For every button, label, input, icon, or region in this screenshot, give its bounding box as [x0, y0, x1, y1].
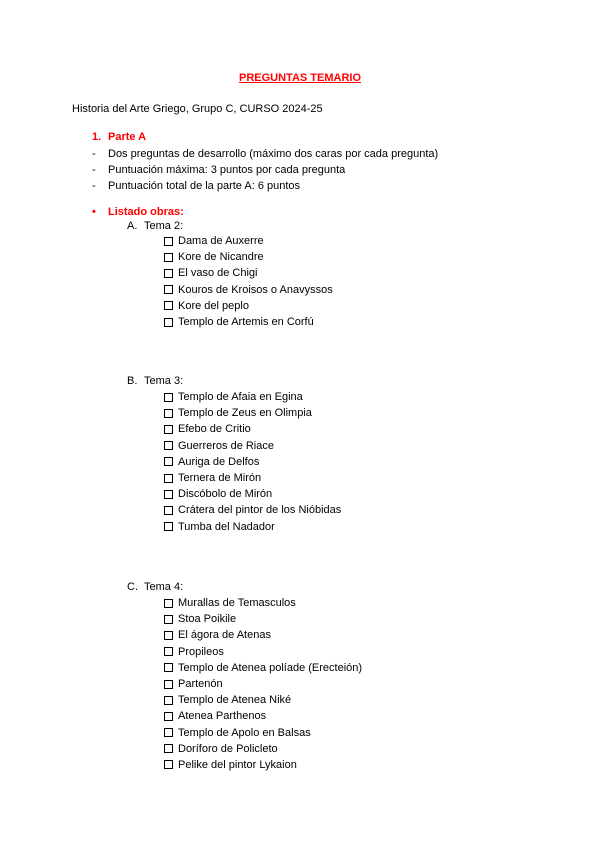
list-item: - Dos preguntas de desarrollo (máximo dos caras por cada pregunta): [92, 146, 438, 162]
tema-label: Tema 4:: [144, 581, 184, 593]
tema-3-works: [164, 389, 341, 535]
list-item: [164, 519, 341, 535]
checkbox[interactable]: [164, 285, 173, 294]
work-label: Dama de Auxerre: [178, 235, 264, 247]
part-a-heading: [92, 131, 146, 143]
document-title: PREGUNTAS TEMARIO: [238, 72, 362, 84]
checkbox[interactable]: [164, 393, 173, 402]
tema-2-works: [164, 233, 333, 330]
list-item: [164, 421, 341, 437]
tema-letter: A.: [127, 220, 138, 232]
list-item: [164, 389, 341, 405]
list-item: [164, 595, 362, 611]
bullet-icon: •: [92, 206, 96, 218]
work-label: Discóbolo de Mirón: [178, 488, 273, 501]
work-label: Kouros de Kroisos o Anavyssos: [178, 283, 333, 296]
work-label: Templo de Zeus en Olimpia: [178, 407, 312, 420]
work-label: Efebo de Critio: [178, 423, 251, 436]
checkbox[interactable]: [164, 760, 173, 769]
list-item: [164, 405, 341, 421]
work-label: Kore del peplo: [178, 299, 249, 312]
part-a-list: [92, 146, 438, 194]
work-label: Stoa Poikile: [178, 613, 237, 626]
work-label: Templo de Atenea políade (Erecteión): [178, 661, 363, 674]
list-item: [164, 708, 362, 724]
checkbox[interactable]: [164, 680, 173, 689]
work-label: Ternera de Mirón: [178, 471, 262, 484]
tema-label: Tema 2:: [144, 220, 184, 232]
list-item: [164, 627, 362, 643]
work-label: Propileos: [178, 645, 224, 658]
work-label: Guerreros de Riace: [178, 439, 274, 452]
checkbox[interactable]: [164, 441, 173, 450]
list-item: [164, 454, 341, 470]
checkbox[interactable]: [164, 301, 173, 310]
part-a-title: Parte A: [108, 131, 147, 143]
list-item: [164, 741, 362, 757]
checkbox[interactable]: [164, 615, 173, 624]
course-subtitle: Historia del Arte Griego, Grupo C, CURSO 2024-25: [72, 103, 323, 115]
checkbox[interactable]: [164, 522, 173, 531]
list-item: [164, 486, 341, 502]
checkbox[interactable]: [164, 457, 173, 466]
checkbox[interactable]: [164, 712, 173, 721]
work-label: Murallas de Temasculos: [178, 597, 296, 609]
list-item: [164, 249, 333, 265]
checkbox[interactable]: [164, 647, 173, 656]
checkbox[interactable]: [164, 425, 173, 434]
list-item: [164, 298, 333, 314]
checkbox[interactable]: [164, 474, 173, 483]
list-item: [164, 757, 362, 773]
list-item: - Puntuación máxima: 3 puntos por cada pregunta: [92, 162, 438, 178]
tema-letter: B.: [127, 375, 138, 387]
list-item: [164, 502, 341, 518]
work-label: Atenea Parthenos: [178, 710, 267, 723]
tema-4-works: [164, 595, 362, 773]
list-item: [164, 233, 333, 249]
tema-2-heading: [127, 220, 183, 232]
listado-title: Listado obras:: [108, 206, 184, 218]
part-a-number: 1.: [92, 131, 102, 143]
work-label: Pelike del pintor Lykaion: [178, 758, 297, 771]
checkbox[interactable]: [164, 269, 173, 278]
checkbox[interactable]: [164, 490, 173, 499]
list-item: [164, 314, 333, 330]
checkbox[interactable]: [164, 318, 173, 327]
checkbox[interactable]: [164, 237, 173, 246]
list-item: [164, 725, 362, 741]
checkbox[interactable]: [164, 409, 173, 418]
list-item: [164, 660, 362, 676]
list-item: [164, 438, 341, 454]
list-item: [164, 282, 333, 298]
work-label: Auriga de Delfos: [178, 455, 260, 468]
checkbox[interactable]: [164, 253, 173, 262]
work-label: Tumba del Nadador: [178, 520, 275, 533]
work-label: Templo de Afaia en Egina: [178, 391, 303, 403]
work-label: Templo de Apolo en Balsas: [178, 726, 311, 739]
work-label: Doríforo de Policleto: [178, 742, 278, 755]
tema-4-heading: [127, 581, 183, 593]
work-label: El ágora de Atenas: [178, 629, 271, 642]
work-label: Crátera del pintor de los Nióbidas: [178, 504, 342, 517]
work-label: Kore de Nicandre: [178, 251, 264, 264]
list-item: - Puntuación total de la parte A: 6 puntos: [92, 178, 438, 194]
checkbox[interactable]: [164, 696, 173, 705]
work-label: Templo de Artemis en Corfú: [178, 315, 314, 328]
checkbox[interactable]: [164, 744, 173, 753]
list-item: [164, 470, 341, 486]
checkbox[interactable]: [164, 631, 173, 640]
checkbox[interactable]: [164, 663, 173, 672]
list-item: [164, 611, 362, 627]
work-label: Templo de Atenea Niké: [178, 694, 292, 707]
checkbox[interactable]: [164, 506, 173, 515]
checkbox[interactable]: [164, 599, 173, 608]
list-item: [164, 692, 362, 708]
checkbox[interactable]: [164, 728, 173, 737]
list-item: [164, 644, 362, 660]
work-label: El vaso de Chigi: [178, 267, 258, 280]
tema-letter: C.: [127, 581, 138, 593]
listado-heading: [92, 206, 184, 218]
work-label: Partenón: [178, 677, 223, 690]
list-item: [164, 676, 362, 692]
tema-3-heading: [127, 375, 183, 387]
list-item: [164, 265, 333, 281]
tema-label: Tema 3:: [144, 375, 184, 387]
